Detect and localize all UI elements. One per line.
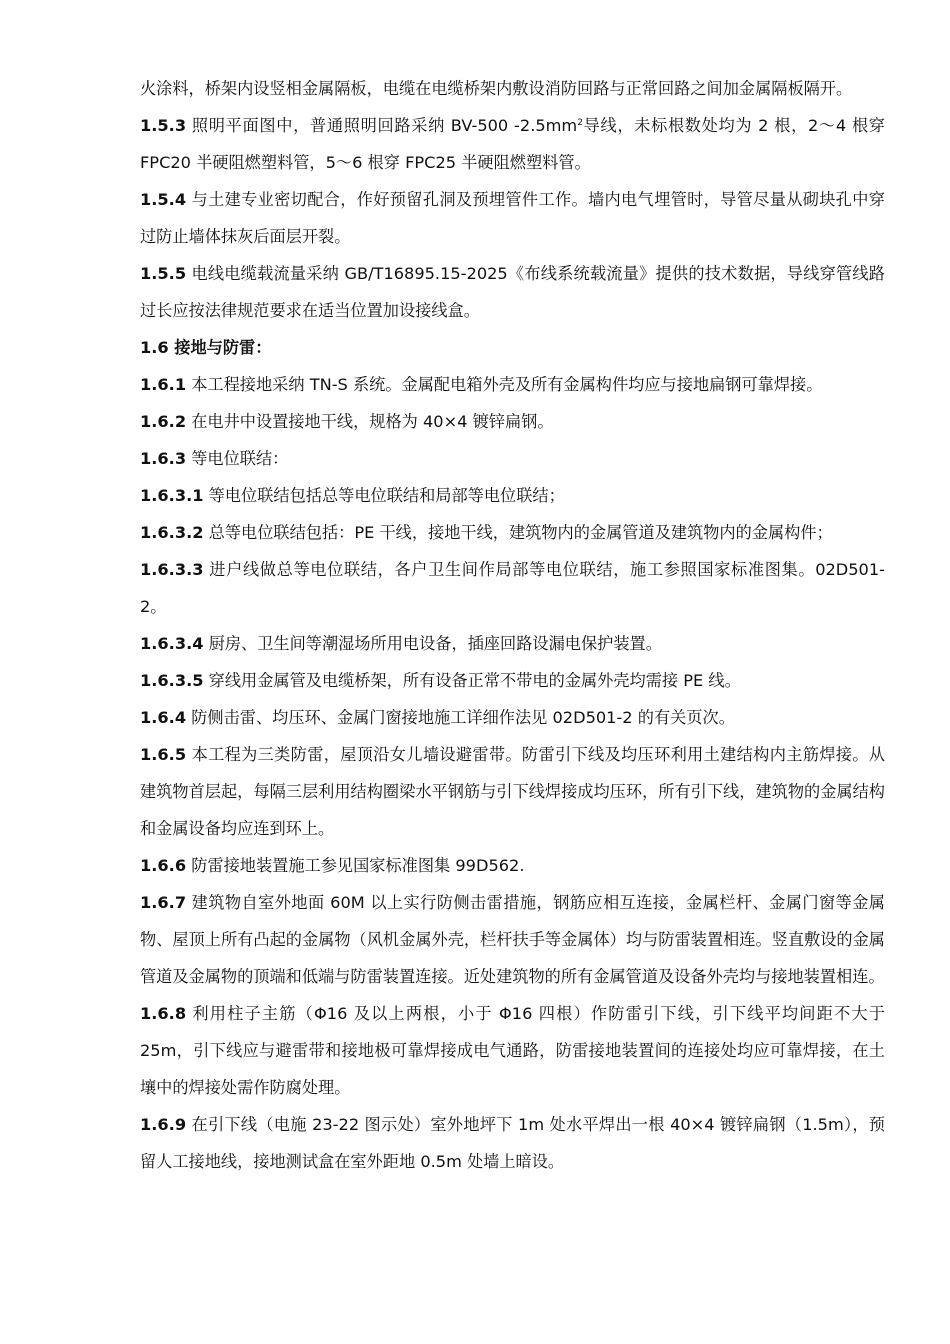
paragraph-1-6-9	[140, 1106, 885, 1180]
paragraph-text: 照明平面图中，普通照明回路采纳 BV-500 -2.5mm	[186, 116, 578, 135]
paragraph-text: 在引下线（电施 23-22 图示处）室外地坪下 1m 处水平焊出一根 40×4 镀锌扁钢（1.5m），预留人工接地线，接地测试盒在室外距地 0.5m 处墙上暗设。	[140, 1115, 885, 1171]
section-number: 1.6.3.3	[140, 560, 204, 579]
paragraph-1-5-4	[140, 181, 885, 255]
paragraph-text: 本工程接地采纳 TN-S 系统。金属配电箱外壳及所有金属构件均应与接地扁钢可靠焊接。	[186, 375, 823, 394]
paragraph-text: 等电位联结包括总等电位联结和局部等电位联结；	[203, 486, 565, 505]
section-heading-1-6: 1.6 接地与防雷：	[140, 338, 272, 357]
paragraph-text: 火涂料，桥架内设竖相金属隔板，电缆在电缆桥架内敷设消防回路与正常回路之间加金属隔板隔开。	[140, 79, 853, 98]
paragraph-text: 厨房、卫生间等潮湿场所用电设备，插座回路设漏电保护装置。	[203, 634, 662, 653]
paragraph-1-6-2	[140, 403, 885, 440]
paragraph-1-6-5	[140, 736, 885, 847]
paragraph-text: 本工程为三类防雷，屋顶沿女儿墙设避雷带。防雷引下线及均压环利用土建结构内主筋焊接。从建筑物首层起，每隔三层利用结构圈梁水平钢筋与引下线焊接成均压环，所有引下线，建筑物的金属结构和金属设备均应连到环上。	[140, 745, 885, 838]
paragraph-text: 防侧击雷、均压环、金属门窗接地施工详细作法见 02D501-2 的有关页次。	[186, 708, 735, 727]
paragraph-text: 防雷接地装置施工参见国家标准图集 99D562.	[186, 856, 525, 875]
paragraph-1-6-6	[140, 847, 885, 884]
section-number: 1.6.3.2	[140, 523, 204, 542]
paragraph-text: 在电井中设置接地干线，规格为 40×4 镀锌扁钢。	[186, 412, 554, 431]
paragraph-text: 总等电位联结包括：PE 干线，接地干线，建筑物内的金属管道及建筑物内的金属构件；	[203, 523, 833, 542]
paragraph-text: 穿线用金属管及电缆桥架，所有设备正常不带电的金属外壳均需接 PE 线。	[203, 671, 741, 690]
paragraph-text: 与土建专业密切配合，作好预留孔洞及预埋管件工作。墙内电气埋管时，导管尽量从砌块孔中穿过防止墙体抹灰后面层开裂。	[140, 190, 885, 246]
paragraph-1-5-5	[140, 255, 885, 329]
paragraph-1-6-3-4	[140, 625, 885, 662]
section-number: 1.5.3	[140, 116, 187, 135]
section-number: 1.6.5	[140, 745, 187, 764]
section-number: 1.6.3.5	[140, 671, 204, 690]
section-number: 1.5.4	[140, 190, 187, 209]
paragraph-text: 建筑物自室外地面 60M 以上实行防侧击雷措施，钢筋应相互连接，金属栏杆、金属门窗等金属物、屋顶上所有凸起的金属物（风机金属外壳，栏杆扶手等金属体）均与防雷装置相连。竖直敷设的金属管道及金属物的顶端和低端与防雷装置连接。近处建筑物的所有金属管道及设备外壳均与接地装置相连。	[140, 893, 885, 986]
section-number: 1.6.6	[140, 856, 187, 875]
section-number: 1.6.1	[140, 375, 187, 394]
paragraph-text: 利用柱子主筋（Φ16 及以上两根，小于 Φ16 四根）作防雷引下线，引下线平均间距不大于 25m，引下线应与避雷带和接地极可靠焊接成电气通路，防雷接地装置间的连接处均应可靠焊接，在土壤中的焊接处需作防腐处理。	[140, 1004, 885, 1097]
paragraph-text: 等电位联结：	[186, 449, 289, 468]
paragraph-1-6-8	[140, 995, 885, 1106]
paragraph-1-6-1	[140, 366, 885, 403]
paragraph-1-6-7	[140, 884, 885, 995]
section-number: 1.5.5	[140, 264, 187, 283]
superscript: 2	[577, 118, 583, 128]
section-number: 1.6.3.1	[140, 486, 204, 505]
section-number: 1.6.3	[140, 449, 187, 468]
paragraph-text: 导线，未标根数处均为 2 根，2～4 根穿 FPC20 半硬阻燃塑料管，5～6 根穿 FPC25 半硬阻燃塑料管。	[140, 116, 885, 172]
paragraph-1-6-4	[140, 699, 885, 736]
paragraph-1-6-3-2	[140, 514, 885, 551]
section-number: 1.6.7	[140, 893, 187, 912]
paragraph-1-6-3	[140, 440, 885, 477]
section-number: 1.6.8	[140, 1004, 187, 1023]
section-number: 1.6.4	[140, 708, 187, 727]
section-number: 1.6.2	[140, 412, 187, 431]
document-body	[140, 70, 885, 1180]
paragraph-1-6-3-5	[140, 662, 885, 699]
paragraph-fire-coating	[140, 70, 885, 107]
paragraph-1-6-3-3	[140, 551, 885, 625]
paragraph-1-5-3	[140, 107, 885, 181]
section-number: 1.6.9	[140, 1115, 187, 1134]
section-number: 1.6.3.4	[140, 634, 204, 653]
paragraph-text: 电线电缆载流量采纳 GB/T16895.15-2025《布线系统载流量》提供的技术数据，导线穿管线路过长应按法律规范要求在适当位置加设接线盒。	[140, 264, 885, 320]
paragraph-text: 进户线做总等电位联结，各户卫生间作局部等电位联结，施工参照国家标准图集。02D501-2。	[140, 560, 885, 616]
paragraph-1-6-3-1	[140, 477, 885, 514]
